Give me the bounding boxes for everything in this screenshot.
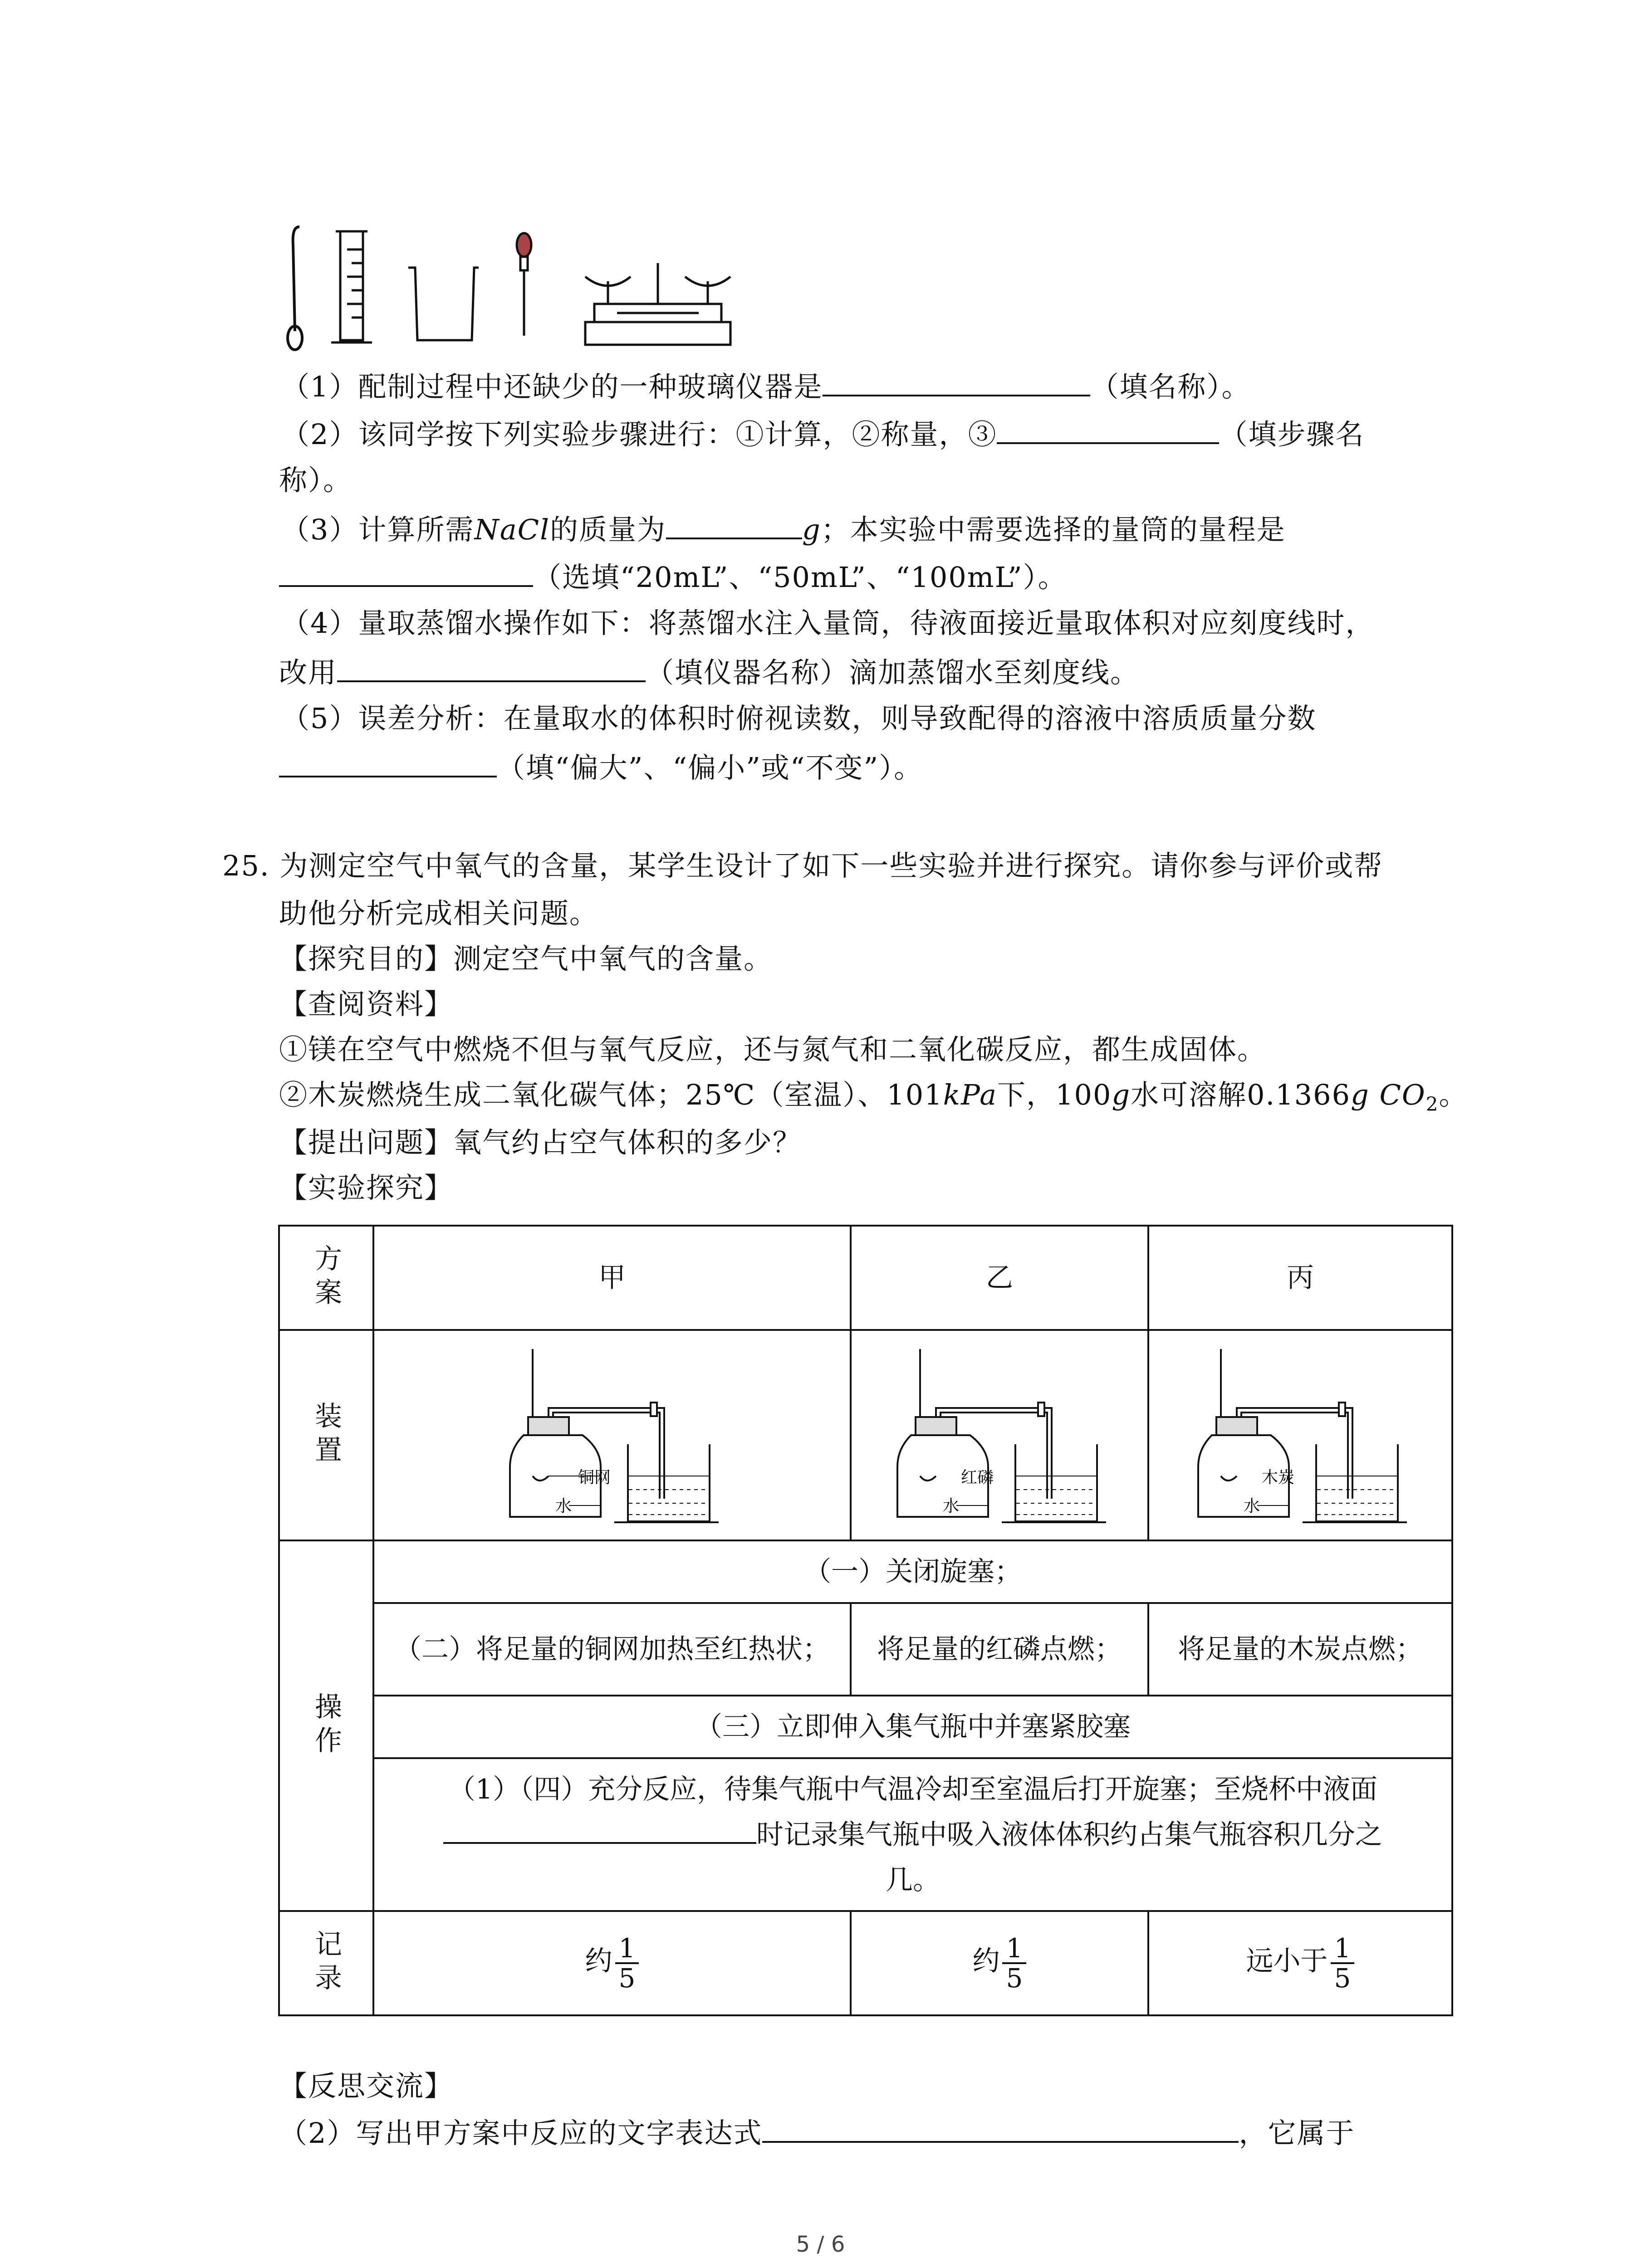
- row-head-device: 装置: [279, 1330, 373, 1541]
- formula-subscript: 2: [1425, 1093, 1439, 1115]
- q24-sub4-line2: [279, 653, 1139, 690]
- q24-sub2-text: （2）该同学按下列实验步骤进行：①计算，②称量，③: [281, 418, 997, 451]
- q25-experiment-heading: 【实验探究】: [279, 1171, 454, 1204]
- answer-blank[interactable]: [997, 415, 1219, 444]
- stirring-rod-icon: [288, 227, 302, 350]
- q24-sub4: （4）量取蒸馏水操作如下：将蒸馏水注入量筒，待液面接近量取体积对应刻度线时，: [281, 606, 1375, 640]
- operation-step4-line2: [382, 1812, 1444, 1857]
- formula-nacl: NaCl: [474, 513, 550, 546]
- q24-sub3: [281, 510, 1286, 547]
- operation-step4-line2-text: 时记录集气瓶中吸入液体体积约占集气瓶容积几分之: [756, 1818, 1382, 1851]
- unit-g: g: [1112, 1078, 1131, 1111]
- record-jia: 约 $\frac{1}{5}$: [373, 1911, 851, 2015]
- formula-co2: CO: [1379, 1078, 1426, 1111]
- unit-g: g: [802, 513, 821, 546]
- answer-blank[interactable]: [337, 653, 646, 682]
- q24-sub4-pre: 改用: [279, 656, 338, 689]
- table-row: [279, 1226, 1452, 1330]
- answer-blank[interactable]: [823, 367, 1090, 396]
- q25-lookup-heading: 【查阅资料】: [279, 987, 454, 1021]
- q24-sub4-tail: （填仪器名称）滴加蒸馏水至刻度线。: [646, 656, 1140, 689]
- operation-step2-bing: 将足量的木炭点燃；: [1148, 1603, 1452, 1696]
- answer-blank[interactable]: [762, 2114, 1239, 2143]
- experiment-table: [278, 1225, 1453, 2016]
- operation-step4: [373, 1758, 1452, 1911]
- q25-intro-line2: 助他分析完成相关问题。: [279, 897, 599, 930]
- water-label: 水: [942, 1497, 959, 1516]
- answer-blank[interactable]: [666, 510, 802, 539]
- graduated-cylinder-icon: [331, 231, 372, 342]
- row-head-record: 记录: [279, 1911, 373, 2015]
- table-row: [279, 1696, 1452, 1758]
- info2-mid: 下，100: [997, 1078, 1112, 1111]
- device-jia: [373, 1330, 851, 1541]
- answer-blank[interactable]: [279, 748, 497, 777]
- info2-mid2: 水可溶解0.1366: [1131, 1078, 1351, 1111]
- operation-step1: （一）关闭旋塞；: [373, 1540, 1452, 1603]
- apparatus-diagram-phosphorus: [893, 1340, 1106, 1530]
- balance-icon: [585, 263, 730, 345]
- answer-blank[interactable]: [443, 1815, 756, 1844]
- q25-question: 【提出问题】氧气约占空气体积的多少？: [279, 1126, 802, 1159]
- page-number: 5 / 6: [796, 2232, 845, 2257]
- answer-blank[interactable]: [279, 558, 533, 587]
- q25-sub2: [279, 2114, 1355, 2151]
- record-yi: 约 $\frac{1}{5}$: [851, 1911, 1148, 2015]
- record-bing: 远小于 $\frac{1}{5}$: [1148, 1911, 1452, 2015]
- q25-reflect-heading: 【反思交流】: [279, 2069, 454, 2102]
- table-row: [279, 1330, 1452, 1541]
- unit-g: g: [1351, 1078, 1370, 1111]
- q25-purpose: 【探究目的】测定空气中氧气的含量。: [279, 942, 773, 975]
- unit-kpa: kPa: [943, 1078, 998, 1111]
- q25-intro: [222, 848, 1383, 884]
- q24-sub2-line2: 称）。: [279, 464, 353, 497]
- row-head-plan: 方案: [279, 1226, 373, 1330]
- q24-sub3-mid: 的质量为: [549, 513, 666, 546]
- table-row: [279, 1603, 1452, 1696]
- dropper-icon: [517, 233, 531, 336]
- q24-sub3-options: （选填“20mL”、“50mL”、“100mL”）。: [533, 561, 1067, 594]
- q24-sub3-line2: [279, 558, 1067, 595]
- q25-info2: [279, 1077, 1468, 1122]
- operation-step3: （三）立即伸入集气瓶中并塞紧胶塞: [373, 1696, 1452, 1758]
- reagent-label: 红磷: [960, 1468, 994, 1487]
- device-yi: [851, 1330, 1148, 1541]
- info2-end: 。: [1439, 1078, 1468, 1111]
- q25-sub2-text: （2）写出甲方案中反应的文字表达式: [279, 2116, 763, 2150]
- q24-sub5: （5）误差分析：在量取水的体积时俯视读数，则导致配得的溶液中溶质质量分数: [281, 702, 1317, 735]
- q24-sub1-tail: （填名称）。: [1090, 370, 1251, 403]
- table-row: [279, 1911, 1452, 2015]
- operation-step2-jia: （二）将足量的铜网加热至红热状；: [373, 1603, 851, 1696]
- q24-sub5-line2: [279, 748, 923, 786]
- q25-intro-text: 为测定空气中氧气的含量，某学生设计了如下一些实验并进行探究。请你参与评价或帮: [279, 849, 1383, 882]
- plan-jia: 甲: [373, 1226, 851, 1330]
- water-label: 水: [1243, 1497, 1260, 1516]
- q24-sub3-tail: ；本实验中需要选择的量筒的量程是: [821, 513, 1286, 546]
- q25-info1: ①镁在空气中燃烧不但与氧气反应，还与氮气和二氧化碳反应，都生成固体。: [279, 1033, 1267, 1066]
- table-row: [279, 1758, 1452, 1911]
- apparatus-illustration: [272, 218, 753, 354]
- question-number: 25.: [222, 849, 270, 882]
- reagent-label: 木炭: [1261, 1468, 1294, 1487]
- row-head-operation: 操作: [279, 1540, 373, 1911]
- operation-step4-line1: （1）（四）充分反应，待集气瓶中气温冷却至室温后打开旋塞；至烧杯中液面: [448, 1773, 1378, 1805]
- q24-sub1-text: （1）配制过程中还缺少的一种玻璃仪器是: [281, 370, 823, 403]
- operation-step4-line3: 几。: [886, 1864, 940, 1896]
- beaker-icon: [408, 268, 479, 340]
- plan-bing: 丙: [1148, 1226, 1452, 1330]
- q24-sub2-tail: （填步骤名: [1219, 418, 1365, 451]
- info2-text: ②木炭燃烧生成二氧化碳气体；25℃（室温）、101: [279, 1078, 943, 1111]
- apparatus-diagram-charcoal: [1194, 1340, 1407, 1530]
- water-label: 水: [555, 1497, 572, 1516]
- q24-sub2: [281, 415, 1364, 452]
- table-row: [279, 1540, 1452, 1603]
- device-bing: [1148, 1330, 1452, 1541]
- q24-sub5-options: （填“偏大”、“偏小”或“不变”）。: [497, 751, 923, 784]
- operation-step2-yi: 将足量的红磷点燃；: [851, 1603, 1148, 1696]
- q24-sub3-text: （3）计算所需: [281, 513, 475, 546]
- reagent-label: 铜网: [578, 1468, 611, 1487]
- q24-sub1: [281, 367, 1250, 405]
- plan-yi: 乙: [851, 1226, 1148, 1330]
- apparatus-diagram-copper: [505, 1340, 719, 1530]
- q25-sub2-tail: ，它属于: [1239, 2116, 1355, 2150]
